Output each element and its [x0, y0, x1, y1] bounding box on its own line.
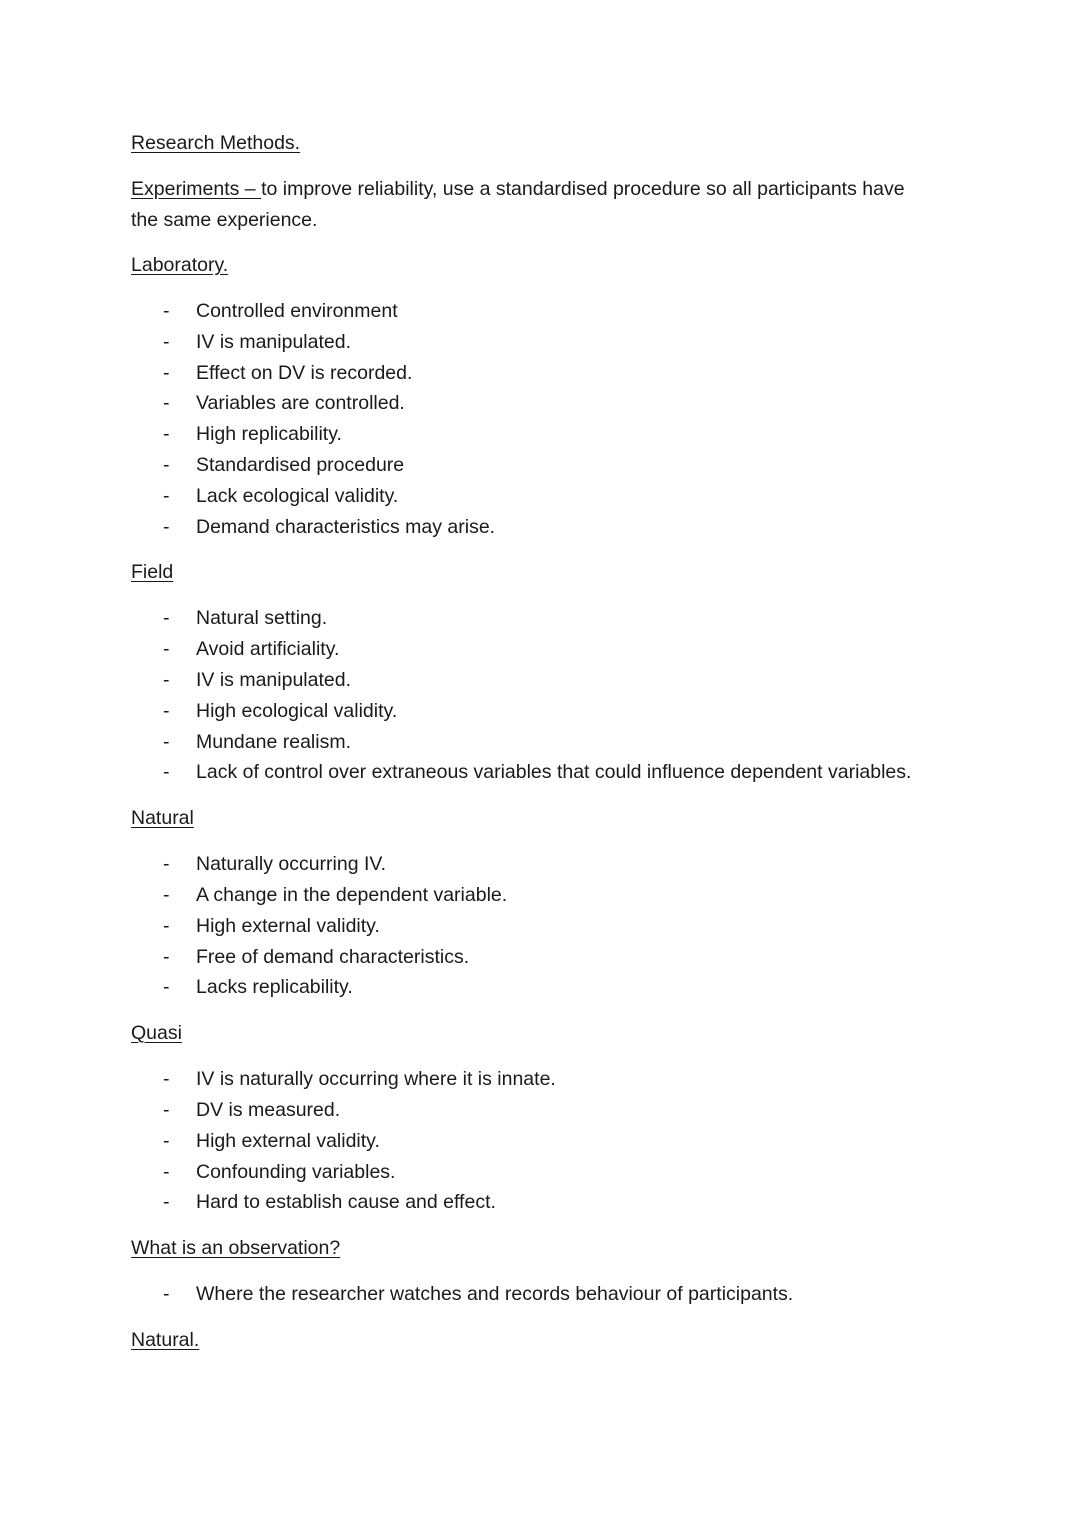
list-item: - IV is manipulated. [131, 665, 931, 696]
observation-list [131, 1279, 931, 1310]
list-item: - IV is naturally occurring where it is innate. [131, 1064, 931, 1095]
dash-bullet: - [163, 361, 170, 384]
list-item: - Demand characteristics may arise. [131, 512, 931, 543]
list-item: - Mundane realism. [131, 727, 931, 758]
dash-bullet: - [163, 976, 170, 999]
dash-bullet: - [163, 1129, 170, 1152]
dash-bullet: - [163, 668, 170, 691]
section-heading-observation: What is an observation? [131, 1237, 341, 1260]
dash-bullet: - [163, 1160, 170, 1183]
list-item: - Avoid artificiality. [131, 634, 931, 665]
section-heading-quasi: Quasi [131, 1022, 182, 1045]
dash-bullet: - [163, 484, 170, 507]
list-item: - Naturally occurring IV. [131, 849, 931, 880]
section-heading-natural: Natural [131, 807, 194, 830]
list-item: - Where the researcher watches and records behaviour of participants. [131, 1279, 931, 1310]
dash-bullet: - [163, 453, 170, 476]
list-item: - Effect on DV is recorded. [131, 358, 931, 389]
dash-bullet: - [163, 1098, 170, 1121]
list-item: - A change in the dependent variable. [131, 880, 931, 911]
laboratory-list [131, 296, 931, 542]
quasi-list [131, 1064, 931, 1218]
section-heading-field: Field [131, 561, 174, 584]
field-list [131, 603, 931, 788]
intro-text: to improve reliability, use a standardised procedure so all participants have the same experience. [131, 178, 905, 231]
dash-bullet: - [163, 914, 170, 937]
list-item: - Lack of control over extraneous variables that could influence dependent variables. [131, 757, 931, 788]
list-item: - High external validity. [131, 911, 931, 942]
dash-bullet: - [163, 761, 170, 784]
dash-bullet: - [163, 607, 170, 630]
document-page [131, 128, 931, 1371]
dash-bullet: - [163, 1191, 170, 1214]
dash-bullet: - [163, 883, 170, 906]
list-item: - Hard to establish cause and effect. [131, 1187, 931, 1218]
dash-bullet: - [163, 300, 170, 322]
dash-bullet: - [163, 392, 170, 415]
intro-paragraph [131, 174, 931, 235]
list-item: - Lacks replicability. [131, 972, 931, 1003]
list-item: - Natural setting. [131, 603, 931, 634]
dash-bullet: - [163, 515, 170, 538]
dash-bullet: - [163, 423, 170, 446]
list-item: - High external validity. [131, 1126, 931, 1157]
list-item: - Controlled environment [131, 296, 931, 327]
intro-label: Experiments – [131, 178, 262, 200]
section-heading-natural-observation: Natural. [131, 1328, 200, 1351]
list-item: - Free of demand characteristics. [131, 942, 931, 973]
page-title: Research Methods. [131, 132, 301, 154]
natural-list [131, 849, 931, 1003]
dash-bullet: - [163, 853, 170, 876]
dash-bullet: - [163, 638, 170, 661]
dash-bullet: - [163, 1283, 170, 1306]
list-item: - Confounding variables. [131, 1157, 931, 1188]
list-item: - Lack ecological validity. [131, 481, 931, 512]
dash-bullet: - [163, 945, 170, 968]
list-item: - IV is manipulated. [131, 327, 931, 358]
dash-bullet: - [163, 330, 170, 353]
list-item: - DV is measured. [131, 1095, 931, 1126]
list-item: - High replicability. [131, 419, 931, 450]
section-heading-laboratory: Laboratory. [131, 254, 229, 276]
list-item: - High ecological validity. [131, 696, 931, 727]
list-item: - Variables are controlled. [131, 388, 931, 419]
dash-bullet: - [163, 1068, 170, 1091]
list-item: - Standardised procedure [131, 450, 931, 481]
dash-bullet: - [163, 730, 170, 753]
dash-bullet: - [163, 699, 170, 722]
